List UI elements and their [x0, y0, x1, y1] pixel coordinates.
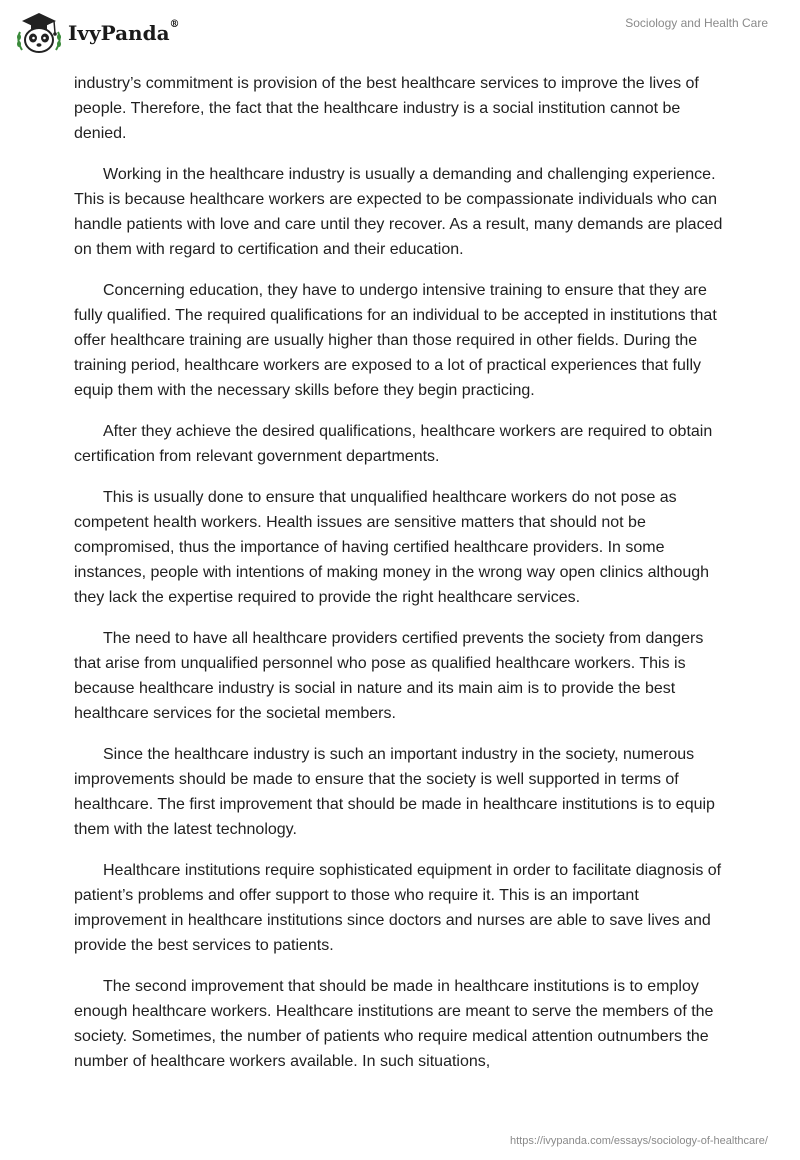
- paragraph: Working in the healthcare industry is usually a demanding and challenging experience. This is because healthcare workers are expected to be compassionate individuals who can handle patients with love and care until they recover. As a result, many demands are placed on them with regard to certification and their education.: [74, 166, 723, 258]
- paragraph: Since the healthcare industry is such an important industry in the society, numerous improvements should be made to ensure that the society is well supported in terms of healthcare. The first improvement that should be made in healthcare institutions is to equip them with the latest technology.: [74, 746, 715, 838]
- panda-logo-icon: [14, 10, 64, 56]
- paragraph: Healthcare institutions require sophisticated equipment in order to facilitate diagnosis of patient’s problems and offer support to those who require it. This is an important improvement in healthcare institutions since doctors and nurses are able to save lives and provide the best services to patients.: [74, 862, 722, 954]
- paragraph: The second improvement that should be made in healthcare institutions is to employ enough healthcare workers. Healthcare institutions are meant to serve the members of the society. Sometimes, the number of patients who require medical attention outnumbers the number of healthcare workers available. In such situations,: [74, 978, 714, 1070]
- brand-name: IvyPanda®: [68, 19, 180, 45]
- paragraph: This is usually done to ensure that unqualified healthcare workers do not pose as competent health workers. Health issues are sensitive matters that should not be compromised, thus the importance of having certified healthcare providers. In some instances, people with intentions of making money in the wrong way open clinics although they lack the expertise required to provide the right healthcare services.: [74, 489, 710, 606]
- brand-logo[interactable]: [14, 10, 180, 56]
- paragraph: industry’s commitment is provision of the best healthcare services to improve the lives of people. Therefore, the fact that the healthcare industry is a social institution cannot be denied.: [74, 75, 699, 142]
- essay-body: [74, 71, 734, 1090]
- paragraph: The need to have all healthcare providers certified prevents the society from dangers that arise from unqualified personnel who pose as qualified healthcare workers. This is because healthcare industry is social in nature and its main aim is to provide the best healthcare services for the societal members.: [74, 630, 704, 722]
- paragraph: After they achieve the desired qualifications, healthcare workers are required to obtain certification from relevant government departments.: [74, 423, 713, 465]
- source-url-link[interactable]: https://ivypanda.com/essays/sociology-of-healthcare/: [509, 1135, 768, 1147]
- document-title: Sociology and Health Care: [625, 16, 768, 30]
- paragraph: Concerning education, they have to undergo intensive training to ensure that they are fully qualified. The required qualifications for an individual to be accepted in institutions that offer healthcare training are usually higher than those required in other fields. During the training period, healthcare workers are exposed to a lot of practical experiences that fully equip them with the necessary skills before they begin practicing.: [74, 282, 717, 399]
